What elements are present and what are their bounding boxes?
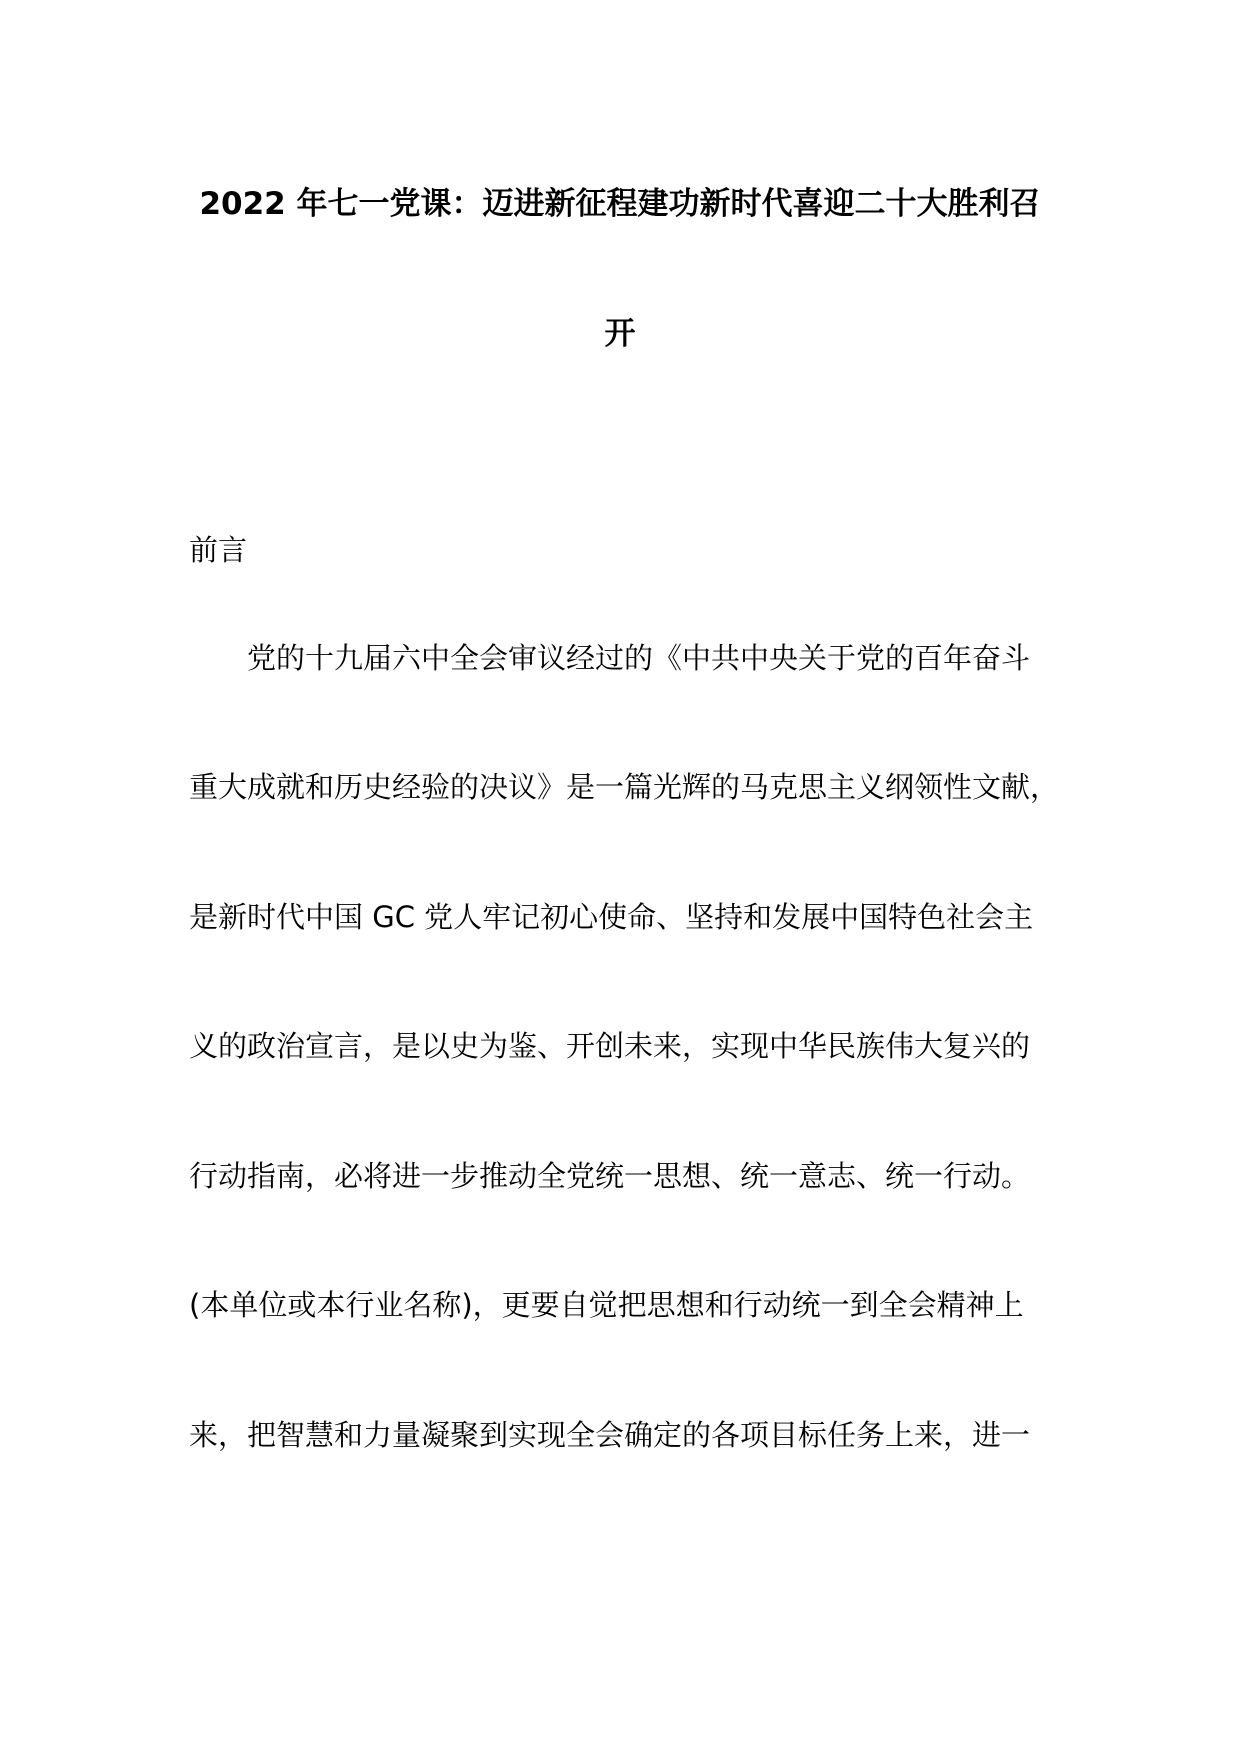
paragraph-line-3: 是新时代中国 GC 党人牢记初心使命、坚持和发展中国特色社会主 [189, 900, 1034, 934]
paragraph-line-2: 重大成就和历史经验的决议》是一篇光辉的马克思主义纲领性文献， [189, 770, 1060, 804]
document-title-line-2: 开 [604, 316, 636, 352]
document-title-line-1: 2022 年七一党课：迈进新征程建功新时代喜迎二十大胜利召 [199, 186, 1041, 222]
paragraph-line-1: 党的十九届六中全会审议经过的《中共中央关于党的百年奋斗 [247, 641, 1031, 675]
paragraph-line-4: 义的政治宣言，是以史为鉴、开创未来，实现中华民族伟大复兴的 [189, 1029, 1031, 1063]
paragraph-line-7: 来，把智慧和力量凝聚到实现全会确定的各项目标任务上来，进一 [189, 1418, 1031, 1452]
section-heading: 前言 [189, 533, 248, 567]
paragraph-line-6: (本单位或本行业名称)，更要自觉把思想和行动统一到全会精神上 [189, 1288, 1024, 1322]
paragraph-line-5: 行动指南，必将进一步推动全党统一思想、统一意志、统一行动。 [189, 1159, 1031, 1193]
